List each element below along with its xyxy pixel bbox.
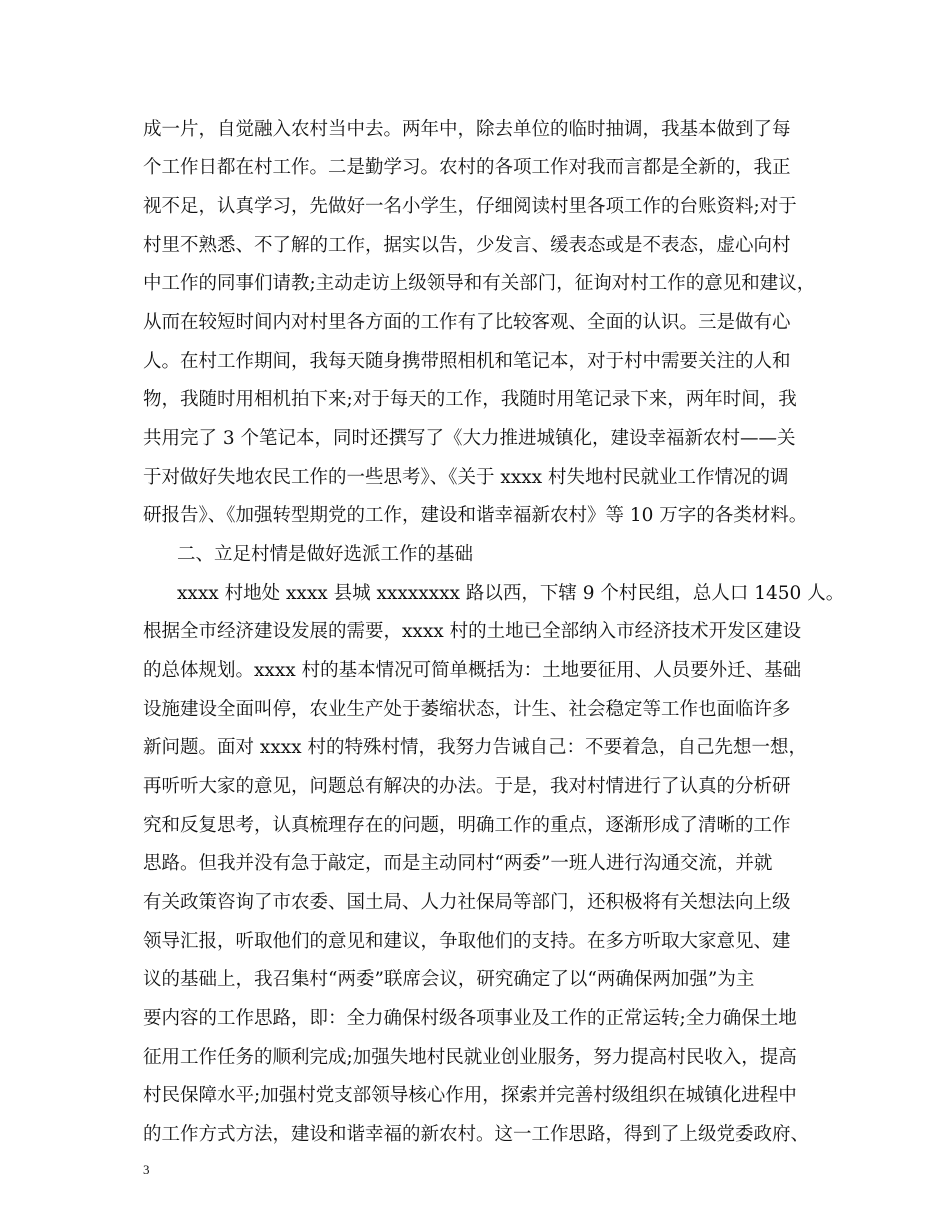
body-text-line: 从而在较短时间内对村里各方面的工作有了比较客观、全面的认识。三是做有心 bbox=[143, 312, 791, 333]
body-text-line: 究和反复思考，认真梳理存在的问题，明确工作的重点，逐渐形成了清晰的工作 bbox=[143, 815, 791, 836]
body-text-line: 有关政策咨询了市农委、国土局、人力社保局等部门，还积极将有关想法向上级 bbox=[143, 892, 791, 913]
body-text-line: 村民保障水平;加强村党支部领导核心作用，探索并完善村级组织在城镇化进程中 bbox=[143, 1085, 797, 1106]
body-text-line: 物，我随时用相机拍下来;对于每天的工作，我随时用笔记录下来，两年时间，我 bbox=[143, 389, 797, 410]
body-text-line: 的工作方式方法，建设和谐幸福的新农村。这一工作思路，得到了上级党委政府、 bbox=[143, 1124, 810, 1145]
body-text-line: 村里不熟悉、不了解的工作，据实以告，少发言、缓表态或是不表态，虚心向村 bbox=[143, 235, 791, 256]
section-heading: 二、立足村情是做好选派工作的基础 bbox=[177, 544, 474, 565]
body-text-line: 新问题。面对 xxxx 村的特殊村情，我努力告诫自己：不要着急，自己先想一想， bbox=[143, 737, 807, 758]
body-text-line: 中工作的同事们请教;主动走访上级领导和有关部门，征询对村工作的意见和建议， bbox=[143, 273, 816, 294]
page-number: 3 bbox=[143, 1162, 150, 1177]
body-text-line: 再听听大家的意见，问题总有解决的办法。于是，我对村情进行了认真的分析研 bbox=[143, 776, 791, 797]
body-text-line: xxxx 村地处 xxxx 县城 xxxxxxxx 路以西，下辖 9 个村民组，总人口 1450 人。 bbox=[177, 583, 845, 604]
body-text-line: 于对做好失地农民工作的一些思考》、《关于 xxxx 村失地村民就业工作情况的调 bbox=[143, 467, 789, 488]
body-text-line: 成一片，自觉融入农村当中去。两年中，除去单位的临时抽调，我基本做到了每 bbox=[143, 119, 791, 140]
body-text-line: 共用完了 3 个笔记本，同时还撰写了《大力推进城镇化，建设幸福新农村——关 bbox=[143, 428, 796, 449]
body-text-line: 思路。但我并没有急于敲定，而是主动同村“两委”一班人进行沟通交流，并就 bbox=[143, 853, 773, 874]
body-text-line: 领导汇报，听取他们的意见和建议，争取他们的支持。在多方听取大家意见、建 bbox=[143, 931, 791, 952]
body-text-line: 的总体规划。xxxx 村的基本情况可简单概括为：土地要征用、人员要外迁、基础 bbox=[143, 660, 802, 681]
body-text-line: 人。在村工作期间，我每天随身携带照相机和笔记本，对于村中需要关注的人和 bbox=[143, 351, 791, 372]
body-text-line: 个工作日都在村工作。二是勤学习。农村的各项工作对我而言都是全新的，我正 bbox=[143, 157, 791, 178]
body-text-line: 征用工作任务的顺利完成;加强失地村民就业创业服务，努力提高村民收入，提高 bbox=[143, 1047, 797, 1068]
body-text-line: 研报告》、《加强转型期党的工作，建设和谐幸福新农村》等 10 万字的各类材料。 bbox=[143, 505, 808, 526]
body-text-line: 议的基础上，我召集村“两委”联席会议，研究确定了以“两确保两加强”为主 bbox=[143, 969, 755, 990]
body-text-line: 设施建设全面叫停，农业生产处于萎缩状态，计生、社会稳定等工作也面临许多 bbox=[143, 699, 791, 720]
body-text-line: 视不足，认真学习，先做好一名小学生，仔细阅读村里各项工作的台账资料;对于 bbox=[143, 196, 797, 217]
body-text-line: 根据全市经济建设发展的需要，xxxx 村的土地已全部纳入市经济技术开发区建设 bbox=[143, 621, 802, 642]
body-text-line: 要内容的工作思路，即：全力确保村级各项事业及工作的正常运转;全力确保土地 bbox=[143, 1008, 797, 1029]
